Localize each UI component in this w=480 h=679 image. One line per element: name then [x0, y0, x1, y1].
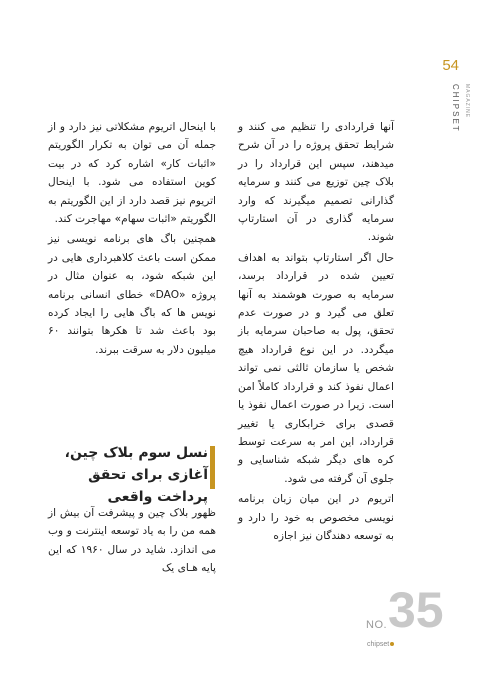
article-column-left-continued — [48, 504, 216, 578]
article-column-right — [238, 118, 394, 545]
brand-dot-icon — [390, 642, 394, 646]
paragraph: ظهور بلاک چین و پیشرفت آن بیش از همه من را به یاد توسعه اینترنت و وب می اندازد. شاید در سال ۱۹۶۰ که این پایه هـای یک — [48, 507, 217, 575]
issue-brand — [367, 641, 394, 648]
paragraph: آنها قراردادی را تنظیم می کنند و شرایط تحقق پروژه را در آن شرح میدهند، سپس این قرارداد را در بلاک چین توزیع می کنند و سرمایه گذارانی تصمیم میگیرند که وارد سرمایه گذاری در آن استارتاپ شوند. — [238, 121, 394, 244]
brand-name-vertical: CHIPSET — [451, 84, 460, 133]
section-heading: نسل سوم بلاک چین، آغازی برای تحقق پرداخت واقعی — [64, 445, 208, 505]
brand-logo-text: chipset — [367, 641, 390, 648]
brand-subtitle-vertical: MAGAZINE — [464, 84, 470, 119]
paragraph: حال اگر استارتاپ بتواند به اهداف تعیین شده در قرارداد برسد، سرمایه به صورت هوشمند به آنها تعلق می گیرد و در صورت عدم تحقق، پول به صاحبان سرمایه باز میگردد. در این نوع قرارداد هیچ شخص یا سازمان ثالثی نمی تواند اعمال نفوذ کند و قرارداد کاملاً امن است. زیرا در صورت اعمال نفوذ یا قصدی برای خرابکاری یا تغییر قرارداد، این امر به سرعت توسط کره های دیگر شبکه شناسایی و جلوی آن گرفته می شود. — [238, 251, 394, 485]
issue-number: 35 — [388, 582, 444, 638]
paragraph: همچنین باگ های برنامه نویسی نیز ممکن است باعث کلاهبرداری هایی در این شبکه شود، به عنوان مثال در پروژه «DAO» خطای انسانی برنامه نویس ها که باگ هایی را ایجاد کرده بود باعث شد تا هکرها بتوانند ۶۰ میلیون دلار به سرقت ببرند. — [48, 233, 216, 356]
issue-prefix: NO. — [366, 619, 388, 631]
article-column-left — [48, 118, 216, 359]
paragraph: با اینحال اتریوم مشکلاتی نیز دارد و از جمله آن می توان به تکرار الگوریتم «اثبات کار» اشاره کرد که در بیت کوین استفاده می شود. با اینحال اتریوم نیز قصد دارد از این الگوریتم به الگوریتم «اثبات سهام» مهاجرت کند. — [48, 121, 216, 226]
paragraph: اتریوم در این میان زبان برنامه نویسی مخصوص به خود را دارد و به توسعه دهندگان نیز اجازه — [238, 493, 394, 542]
page-number: 54 — [442, 57, 459, 74]
